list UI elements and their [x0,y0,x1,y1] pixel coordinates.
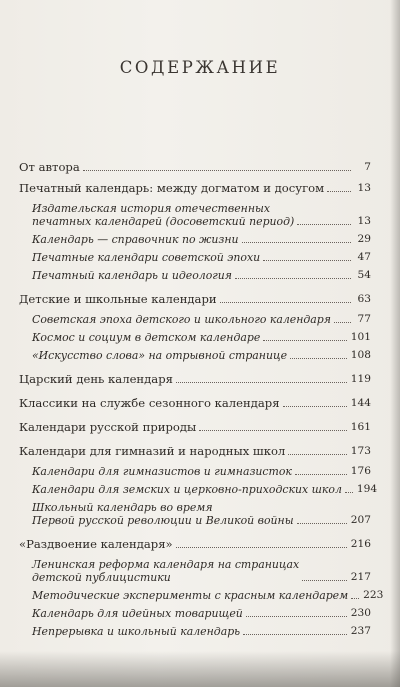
toc-entry-label [32,558,299,584]
toc-page-number: 230 [350,607,371,619]
dot-leader [297,523,347,524]
dot-leader [334,322,351,323]
dot-leader [327,191,351,192]
toc-page-number: 13 [357,182,371,194]
toc-page-number: 29 [357,233,371,245]
toc-subentry [19,269,371,282]
toc-subentry [19,501,371,527]
toc-page-number: 207 [350,514,371,526]
toc-label-line: Ленинская реформа календаря на страницах [32,558,300,571]
toc-entry [19,396,371,410]
dot-leader [297,224,351,225]
toc-page-number: 101 [350,331,371,343]
dot-leader [235,278,351,279]
toc-page-number: 144 [350,397,371,409]
toc-page-number: 173 [350,445,371,457]
toc-page-number: 176 [350,465,371,477]
dot-leader [242,242,351,243]
toc-entry-label: Календари для гимназий и народных школ [19,444,286,458]
toc-subentry [19,233,371,246]
toc-entry-label: Календарь — справочник по жизни [32,233,239,246]
dot-leader [345,492,353,493]
contents-heading: СОДЕРЖАНИЕ [119,58,281,77]
dot-leader [243,634,347,635]
dot-leader [288,454,346,455]
toc-entry-label: Печатные календари советской эпохи [32,251,261,264]
toc-page-number: 217 [350,571,371,583]
toc-entry-label: Календари для земских и церковно-приходских школ [32,483,342,496]
toc-page-number: 47 [357,251,371,263]
toc-entry-label: Календарь для идейных товарищей [32,607,243,620]
toc-entry-label: «Искусство слова» на отрывной странице [32,349,288,362]
dot-leader [290,358,347,359]
dot-leader [295,474,347,475]
dot-leader [83,170,351,171]
toc-entry-label: Календари для гимназистов и гимназисток [32,465,292,478]
toc-entry [19,372,371,386]
toc-page-number: 54 [357,269,371,281]
toc-entry [19,420,371,434]
toc-page-number: 194 [356,483,378,495]
toc-subentry [19,202,371,228]
toc-subentry [19,607,371,620]
toc-subentry [19,625,371,638]
toc-entry-label: Печатный календарь: между догматом и досугом [19,181,325,195]
toc-page-number: 13 [357,215,371,227]
dot-leader [176,382,347,383]
toc-page-number: 223 [363,589,384,601]
toc-subentry [19,483,378,496]
dot-leader [199,430,347,431]
dot-leader [263,340,346,341]
toc-entry-label: Печатный календарь и идеология [32,269,232,282]
toc-entry-label: Космос и социум в детском календаре [32,331,261,344]
toc-entry-label: «Раздвоение календаря» [19,537,173,551]
toc-subentry [19,251,371,264]
toc-page-number: 7 [364,161,371,173]
toc-subentry [19,331,371,344]
toc-label-line: печатных календарей (досоветский период) [32,215,295,228]
toc-subentry [19,313,371,326]
dot-leader [246,616,347,617]
toc-entry-label: Методические эксперименты с красным календарем [32,589,349,602]
toc-entry-label: Советская эпоха детского и школьного календаря [32,313,331,326]
toc-entry-label: Царский день календаря [19,372,173,386]
toc-entry [19,537,371,551]
toc-entry [19,292,371,306]
toc-page-number: 119 [350,373,371,385]
toc-entry [19,160,371,174]
toc-subentry [19,349,371,362]
dot-leader [302,580,347,581]
toc-label-line: детской публицистики [32,571,171,584]
toc-entry-label: Классики на службе сезонного календаря [19,396,280,410]
toc-label-line: Первой русской революции и Великой войны [32,514,294,527]
toc-entry-label: Детские и школьные календари [19,292,217,306]
toc-entry [19,444,371,458]
toc-page-number: 77 [357,313,371,325]
toc-entry-label: Календари русской природы [19,420,197,434]
toc-entry-label: Непрерывка и школьный календарь [32,625,241,638]
dot-leader [263,260,351,261]
table-of-contents [19,160,384,643]
toc-entry [19,181,371,195]
toc-subentry [19,558,371,584]
dot-leader [176,547,347,548]
page-edge-shadow [390,0,400,687]
toc-entry-label [32,501,294,527]
toc-page-number: 237 [350,625,371,637]
toc-entry-label [32,202,294,228]
toc-label-line: Издательская история отечественных [32,202,271,215]
toc-page-number: 108 [350,349,371,361]
toc-subentry [19,465,371,478]
toc-entry-label: От автора [19,160,80,174]
dot-leader [283,406,347,407]
toc-page-number: 63 [357,293,371,305]
toc-page-number: 216 [350,538,371,550]
toc-label-line: Школьный календарь во время [32,501,213,514]
toc-page-number: 161 [350,421,371,433]
toc-subentry [19,589,384,602]
dot-leader [220,302,351,303]
dot-leader [351,598,359,599]
page-bottom-shadow [0,651,400,687]
